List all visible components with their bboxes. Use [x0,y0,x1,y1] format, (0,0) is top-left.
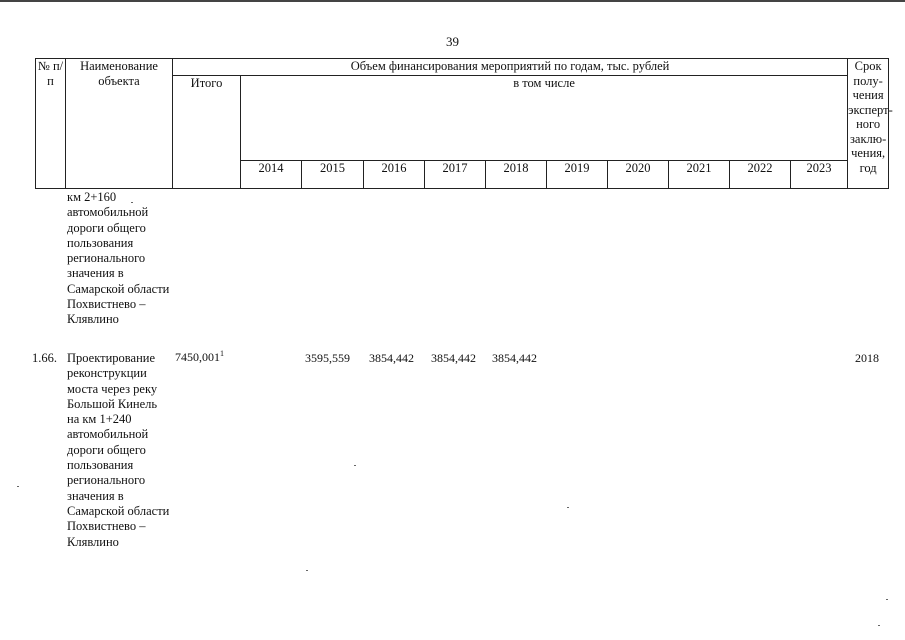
scan-speck [878,625,880,626]
row-name: Проектирование реконструкции моста через реку Большой Кинель на км 1+240 автомобильной дороги общего пользования регионального значения в Самарской области Похвистнево – Клявлино [67,351,170,549]
top-rule [0,0,905,2]
header-year: 2021 [669,160,730,189]
scan-speck [354,465,356,466]
row-total: 7450,001$^1$ [175,349,224,364]
scan-speck [306,570,308,571]
row-value-2015: 3595,559 [305,351,350,365]
header-year: 2018 [486,160,547,189]
row-value-2017: 3854,442 [431,351,476,365]
header-total: Итого [173,76,241,189]
scan-speck [131,202,133,203]
header-deadline: Срок полу- чения эксперт- ного заклю- чения, год [848,59,889,189]
header-num: № п/п [36,59,66,189]
header-year: 2014 [241,160,302,189]
header-table [35,58,893,189]
row-value-2018: 3854,442 [492,351,537,365]
header-year: 2016 [364,160,425,189]
row-continuation-name: км 2+160 автомобильной дороги общего пользования регионального значения в Самарской области Похвистнево – Клявлино [67,190,170,327]
header-year: 2020 [608,160,669,189]
header-funding: Объем финансирования мероприятий по годам, тыс. рублей [173,59,848,76]
header-including: в том числе [241,76,848,161]
header-year: 2022 [730,160,791,189]
row-deadline: 2018 [855,351,879,365]
header-name: Наименование объекта [66,59,173,189]
scan-speck [567,507,569,508]
row-number: 1.66. [32,351,57,365]
scan-speck [17,486,19,487]
header-year: 2019 [547,160,608,189]
header-year: 2023 [791,160,848,189]
total-footnote: 1 [220,349,224,358]
row-value-2016: 3854,442 [369,351,414,365]
header-year: 2017 [425,160,486,189]
scan-speck [886,599,888,600]
page-number: 39 [446,34,459,49]
header-year: 2015 [302,160,364,189]
